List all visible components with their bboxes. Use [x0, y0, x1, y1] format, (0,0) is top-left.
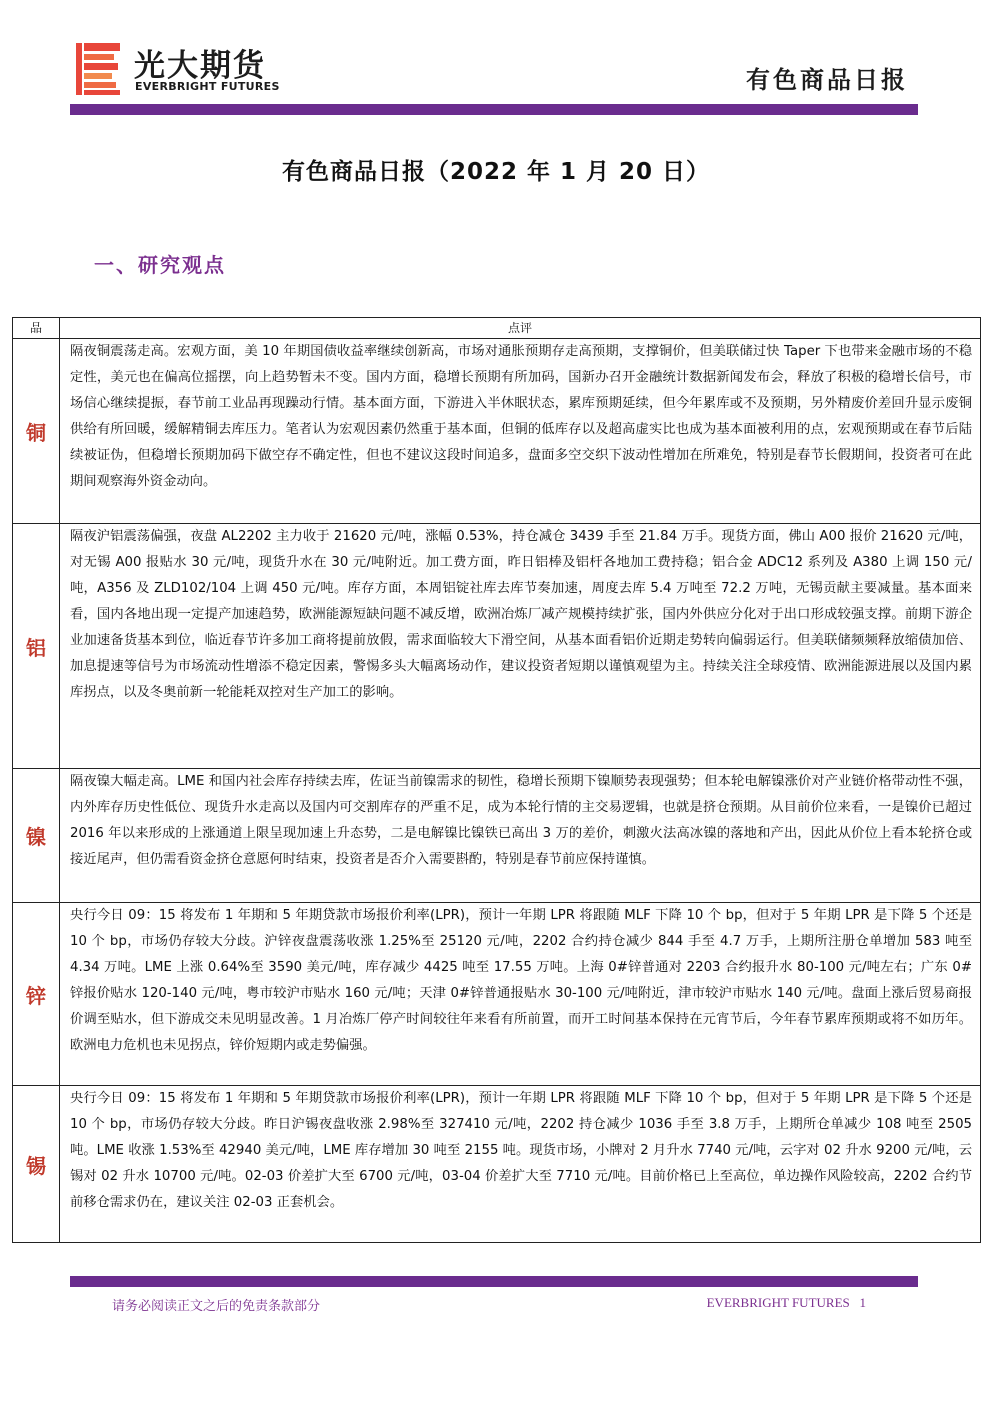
comment-tin: 央行今日 09：15 将发布 1 年期和 5 年期贷款市场报价利率(LPR)，预计一年期 LPR 将跟随 MLF 下降 10 个 bp，但对于 5 年期 LPR 是下降 5 个还是 10 个 bp，市场仍存较大分歧。昨日沪锡夜盘收涨 2.98%至 327410 元/吨，2202 持仓减少 1036 手至 3.8 万手，上期所仓单减少 108 吨至 2505 吨。LME 收涨 1.53%至 42940 美元/吨，LME 库存增加 30 吨至 2155 吨。现货市场，小牌对 2 月升水 7740 元/吨，云字对 02 升水 9200 元/吨，云锡对 02 升水 10700 元/吨。02-03 价差扩大至 6700 元/吨，03-04 价差扩大至 7710 元/吨。目前价格已上至高位，单边操作风险较高，2202 合约节前移仓需求仍在，建议关注 02-03 正套机会。	[60, 1086, 981, 1243]
comment-copper: 隔夜铜震荡走高。宏观方面，美 10 年期国债收益率继续创新高，市场对通胀预期存走高预期，支撑铜价，但美联储过快 Taper 下也带来金融市场的不稳定性，美元也在偏高位摇摆，向上趋势暂未不变。国内方面，稳增长预期有所加码，国新办召开金融统计数据新闻发布会，释放了积极的稳增长信号，市场信心继续提振，春节前工业品再现躁动行情。基本面方面，下游进入半休眠状态，累库预期延续，但今年累库或不及预期，另外精废价差回升显示废铜供给有所回暖，缓解精铜去库压力。笔者认为宏观因素仍然重于基本面，但铜的低库存以及超高虚实比也成为基本面被利用的点，宏观预期或在春节后陆续被证伪，但稳增长预期加码下做空存不确定性，但也不建议这段时间追多，盘面多空交织下波动性增加在所难免，特别是春节长假期间，投资者可在此期间观察海外资金动向。	[60, 339, 981, 524]
table-row-nickel	[13, 769, 981, 903]
metal-label-copper: 铜	[13, 339, 60, 524]
comment-nickel: 隔夜镍大幅走高。LME 和国内社会库存持续去库，佐证当前镍需求的韧性，稳增长预期下镍顺势表现强势；但本轮电解镍涨价对产业链价格带动性不强，内外库存历史性低位、现货升水走高以及国内可交割库存的严重不足，成为本轮行情的主交易逻辑，也就是挤仓预期。从目前价位来看，一是镍价已超过 2016 年以来形成的上涨通道上限呈现加速上升态势，二是电解镍比镍铁已高出 3 万的差价，刺激火法高冰镍的落地和产出，因此从价位上看本轮挤仓或接近尾声，但仍需看资金挤仓意愿何时结束，投资者是否介入需要斟酌，特别是春节前应保持谨慎。	[60, 769, 981, 903]
footer-disclaimer: 请务必阅读正文之后的免责条款部分	[112, 1299, 321, 1314]
document-title: 有色商品日报（2022 年 1 月 20 日）	[281, 159, 711, 185]
table-row-zinc	[13, 903, 981, 1086]
metal-label-zinc: 锌	[13, 903, 60, 1086]
table-header-row	[13, 318, 981, 339]
page-header	[0, 0, 992, 120]
table-row-aluminum	[13, 524, 981, 769]
logo-chinese-name: 光大期货	[134, 48, 266, 84]
section-heading: 一、研究观点	[94, 253, 226, 277]
comment-aluminum: 隔夜沪铝震荡偏强，夜盘 AL2202 主力收于 21620 元/吨，涨幅 0.53%，持仓减仓 3439 手至 21.84 万手。现货方面，佛山 A00 报价 21620 元/吨，对无锡 A00 报贴水 30 元/吨，现货升水在 30 元/吨附近。加工费方面，昨日铝棒及铝杆各地加工费持稳；铝合金 ADC12 系列及 A380 上调 150 元/吨，A356 及 ZLD102/104 上调 450 元/吨。库存方面，本周铝锭社库去库节奏加速，周度去库 5.4 万吨至 72.2 万吨，无锡贡献主要减量。基本面来看，国内各地出现一定提产加速趋势，欧洲能源短缺问题不减反增，欧洲冶炼厂减产规模持续扩张，国内外供应分化对于出口形成较强支撑。前期下游企业加速备货基本到位，临近春节许多加工商将提前放假，需求面临较大下滑空间，从基本面看铝价近期走势转向偏弱运行。但美联储频频释放缩债加倍、加息提速等信号为市场流动性增添不稳定因素，警惕多头大幅离场动作，建议投资者短期以谨慎观望为主。持续关注全球疫情、欧洲能源进展以及国内累库拐点，以及冬奥前新一轮能耗双控对生产加工的影响。	[60, 524, 981, 769]
footer-brand	[707, 1295, 866, 1311]
table-row-copper	[13, 339, 981, 524]
footer-divider-bar	[70, 1276, 918, 1287]
comment-zinc: 央行今日 09：15 将发布 1 年期和 5 年期贷款市场报价利率(LPR)，预计一年期 LPR 将跟随 MLF 下降 10 个 bp，但对于 5 年期 LPR 是下降 5 个还是 10 个 bp，市场仍存较大分歧。沪锌夜盘震荡收涨 1.25%至 25120 元/吨，2202 合约持仓减少 844 手至 4.7 万手，上期所注册仓单增加 583 吨至 4.34 万吨。LME 上涨 0.64%至 3590 美元/吨，库存减少 4425 吨至 17.55 万吨。上海 0#锌普通对 2203 合约报升水 80-100 元/吨左右；广东 0#锌报价贴水 120-140 元/吨，粤市较沪市贴水 160 元/吨；天津 0#锌普通报贴水 30-100 元/吨附近，津市较沪市贴水 140 元/吨。盘面上涨后贸易商报价调至贴水，但下游成交未见明显改善。1 月冶炼厂停产时间较往年来看有所前置，而开工时间基本保持在元宵节后，今年春节累库预期或将不如历年。欧洲电力危机也未见拐点，锌价短期内或走势偏强。	[60, 903, 981, 1086]
everbright-logo-icon	[76, 43, 120, 95]
metal-label-nickel: 镍	[13, 769, 60, 903]
header-divider-bar	[70, 104, 918, 115]
metal-label-tin: 锡	[13, 1086, 60, 1243]
table-row-tin	[13, 1086, 981, 1243]
header-product: 品	[13, 318, 60, 339]
footer-brand-name: EVERBRIGHT FUTURES	[706, 1295, 850, 1310]
logo-english-name: EVERBRIGHT FUTURES	[135, 80, 280, 93]
report-tag: 有色商品日报	[746, 66, 908, 94]
page-number: 1	[859, 1295, 866, 1310]
commentary-table	[12, 317, 981, 1243]
header-comment: 点评	[60, 318, 981, 339]
metal-label-aluminum: 铝	[13, 524, 60, 769]
